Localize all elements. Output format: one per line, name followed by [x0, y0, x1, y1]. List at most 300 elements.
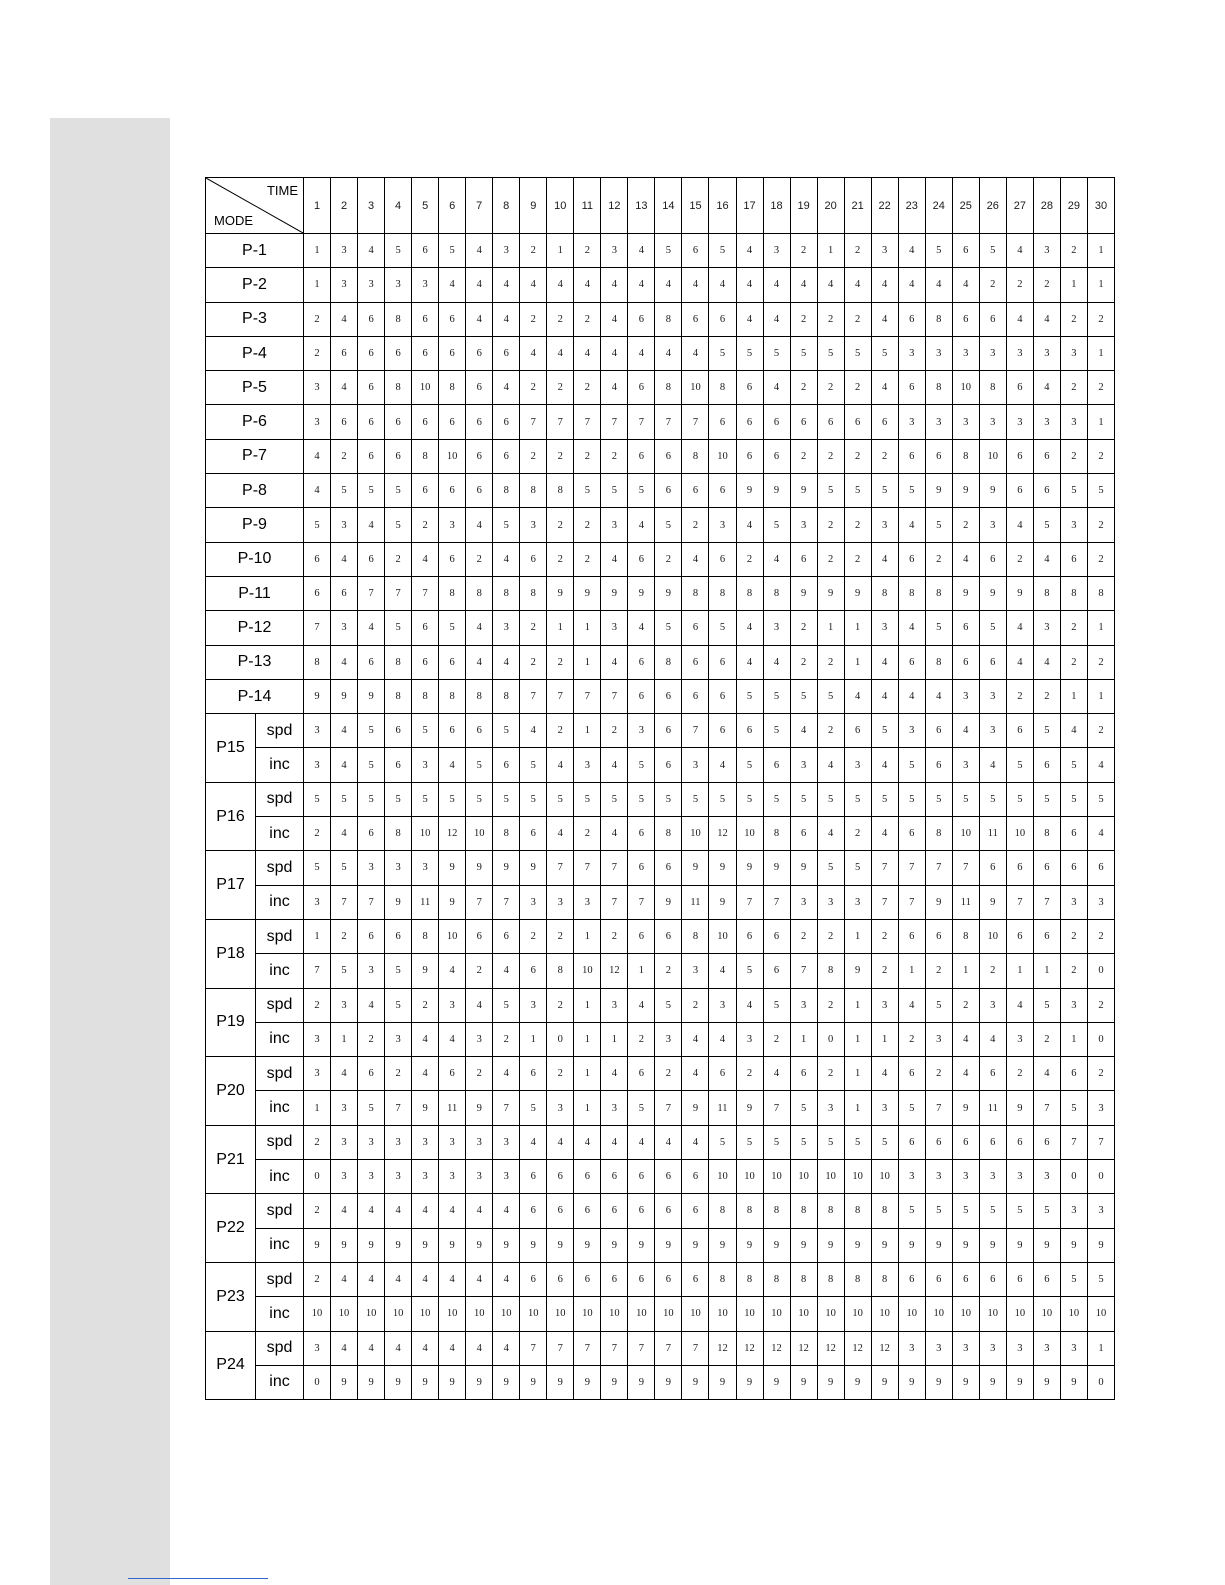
program-value-cell: 7 — [520, 679, 547, 713]
inc-value-cell: 1 — [790, 1022, 817, 1056]
spd-value-cell: 5 — [385, 988, 412, 1022]
spd-value-cell: 4 — [1006, 988, 1033, 1022]
program-value-cell: 4 — [736, 234, 763, 268]
spd-value-cell: 5 — [655, 988, 682, 1022]
spd-value-cell: 6 — [1060, 1057, 1087, 1091]
inc-value-cell: 9 — [790, 1228, 817, 1262]
program-value-cell: 2 — [547, 542, 574, 576]
program-value-cell: 2 — [331, 439, 358, 473]
program-value-cell: 2 — [1060, 302, 1087, 336]
spd-value-cell: 7 — [574, 851, 601, 885]
program-value-cell: 1 — [574, 645, 601, 679]
spd-value-cell: 8 — [844, 1194, 871, 1228]
program-value-cell: 6 — [790, 405, 817, 439]
inc-value-cell: 9 — [979, 1365, 1006, 1399]
inc-value-cell: 2 — [628, 1022, 655, 1056]
spd-value-cell: 6 — [547, 1262, 574, 1296]
spd-value-cell: 5 — [1006, 782, 1033, 816]
program-value-cell: 6 — [358, 542, 385, 576]
program-name: P-2 — [206, 268, 304, 302]
inc-value-cell: 0 — [1087, 1022, 1114, 1056]
spd-value-cell: 6 — [790, 1057, 817, 1091]
program-value-cell: 4 — [304, 474, 331, 508]
spd-value-cell: 6 — [655, 919, 682, 953]
spd-value-cell: 3 — [331, 1125, 358, 1159]
program-value-cell: 3 — [979, 508, 1006, 542]
program-value-cell: 6 — [493, 439, 520, 473]
program-value-cell: 2 — [655, 542, 682, 576]
program-value-cell: 4 — [601, 645, 628, 679]
time-column-header: 19 — [790, 178, 817, 234]
inc-value-cell: 1 — [844, 1022, 871, 1056]
program-value-cell: 9 — [628, 576, 655, 610]
program-value-cell: 5 — [628, 474, 655, 508]
time-column-header: 9 — [520, 178, 547, 234]
program-value-cell: 4 — [790, 268, 817, 302]
program-value-cell: 5 — [763, 508, 790, 542]
spd-value-cell: 5 — [1060, 782, 1087, 816]
program-value-cell: 2 — [817, 302, 844, 336]
inc-label: inc — [256, 1160, 304, 1194]
inc-value-cell: 10 — [817, 1297, 844, 1331]
spd-value-cell: 9 — [763, 851, 790, 885]
program-value-cell: 1 — [1060, 268, 1087, 302]
inc-value-cell: 3 — [304, 1022, 331, 1056]
spd-value-cell: 10 — [979, 919, 1006, 953]
inc-value-cell: 9 — [736, 1228, 763, 1262]
program-value-cell: 8 — [655, 302, 682, 336]
inc-value-cell: 9 — [1033, 1228, 1060, 1262]
spd-value-cell: 2 — [1087, 714, 1114, 748]
spd-value-cell: 4 — [439, 1331, 466, 1365]
spd-value-cell: 5 — [628, 782, 655, 816]
program-value-cell: 4 — [871, 268, 898, 302]
program-value-cell: 6 — [439, 542, 466, 576]
spd-value-cell: 1 — [304, 919, 331, 953]
inc-value-cell: 6 — [493, 748, 520, 782]
spd-value-cell: 10 — [709, 919, 736, 953]
inc-value-cell: 9 — [763, 1365, 790, 1399]
program-value-cell: 2 — [790, 439, 817, 473]
inc-value-cell: 1 — [871, 1022, 898, 1056]
inc-value-cell: 3 — [520, 885, 547, 919]
inc-value-cell: 10 — [520, 1297, 547, 1331]
program-value-cell: 4 — [736, 302, 763, 336]
spd-value-cell: 3 — [1060, 1331, 1087, 1365]
program-value-cell: 3 — [412, 268, 439, 302]
spd-value-cell: 5 — [709, 782, 736, 816]
program-value-cell: 3 — [385, 268, 412, 302]
spd-value-cell: 3 — [925, 1331, 952, 1365]
inc-value-cell: 7 — [1033, 1091, 1060, 1125]
program-value-cell: 8 — [952, 439, 979, 473]
program-value-cell: 5 — [385, 508, 412, 542]
program-value-cell: 5 — [385, 234, 412, 268]
program-value-cell: 5 — [709, 234, 736, 268]
program-value-cell: 4 — [871, 302, 898, 336]
program-value-cell: 3 — [331, 234, 358, 268]
spd-value-cell: 5 — [493, 714, 520, 748]
program-value-cell: 2 — [1060, 234, 1087, 268]
inc-value-cell: 3 — [844, 885, 871, 919]
program-value-cell: 2 — [574, 234, 601, 268]
program-value-cell: 9 — [844, 576, 871, 610]
inc-value-cell: 6 — [1033, 748, 1060, 782]
inc-value-cell: 10 — [574, 1297, 601, 1331]
program-value-cell: 6 — [439, 474, 466, 508]
program-value-cell: 4 — [844, 268, 871, 302]
program-value-cell: 7 — [385, 576, 412, 610]
program-value-cell: 2 — [547, 371, 574, 405]
program-value-cell: 4 — [601, 336, 628, 370]
time-column-header: 27 — [1006, 178, 1033, 234]
spd-value-cell: 6 — [1006, 1262, 1033, 1296]
program-value-cell: 3 — [952, 679, 979, 713]
spd-value-cell: 6 — [358, 1057, 385, 1091]
program-name: P-11 — [206, 576, 304, 610]
program-value-cell: 2 — [736, 542, 763, 576]
spd-value-cell: 6 — [628, 851, 655, 885]
spd-value-cell: 5 — [952, 782, 979, 816]
inc-value-cell: 8 — [547, 954, 574, 988]
program-value-cell: 8 — [1087, 576, 1114, 610]
inc-value-cell: 7 — [871, 885, 898, 919]
inc-value-cell: 3 — [439, 1160, 466, 1194]
inc-value-cell: 3 — [1087, 885, 1114, 919]
spd-value-cell: 7 — [547, 1331, 574, 1365]
program-value-cell: 2 — [304, 302, 331, 336]
spd-value-cell: 7 — [682, 714, 709, 748]
inc-value-cell: 6 — [763, 954, 790, 988]
program-value-cell: 7 — [304, 611, 331, 645]
inc-value-cell: 9 — [628, 1365, 655, 1399]
spd-value-cell: 5 — [358, 714, 385, 748]
spd-value-cell: 4 — [790, 714, 817, 748]
program-value-cell: 6 — [412, 405, 439, 439]
spd-value-cell: 12 — [763, 1331, 790, 1365]
spd-value-cell: 4 — [736, 988, 763, 1022]
program-value-cell: 1 — [844, 645, 871, 679]
spd-value-cell: 5 — [1033, 1194, 1060, 1228]
program-value-cell: 6 — [736, 405, 763, 439]
spd-value-cell: 2 — [304, 1262, 331, 1296]
time-column-header: 29 — [1060, 178, 1087, 234]
program-value-cell: 6 — [925, 439, 952, 473]
spd-value-cell: 2 — [547, 919, 574, 953]
inc-value-cell: 10 — [1033, 1297, 1060, 1331]
spd-value-cell: 3 — [304, 1331, 331, 1365]
program-value-cell: 6 — [736, 439, 763, 473]
program-value-cell: 7 — [358, 576, 385, 610]
inc-value-cell: 9 — [412, 1365, 439, 1399]
spd-value-cell: 6 — [709, 714, 736, 748]
program-value-cell: 3 — [304, 405, 331, 439]
inc-value-cell: 0 — [1087, 1160, 1114, 1194]
spd-value-cell: 2 — [1087, 988, 1114, 1022]
spd-value-cell: 9 — [736, 851, 763, 885]
program-value-cell: 4 — [898, 611, 925, 645]
spd-value-cell: 7 — [898, 851, 925, 885]
program-value-cell: 6 — [871, 405, 898, 439]
program-value-cell: 8 — [871, 576, 898, 610]
program-name: P-9 — [206, 508, 304, 542]
program-row — [206, 611, 1115, 645]
program-value-cell: 4 — [763, 371, 790, 405]
spd-value-cell: 4 — [574, 1125, 601, 1159]
program-value-cell: 6 — [439, 645, 466, 679]
program-value-cell: 3 — [952, 336, 979, 370]
program-inc-row — [206, 954, 1115, 988]
program-value-cell: 4 — [493, 302, 520, 336]
spd-value-cell: 4 — [628, 1125, 655, 1159]
spd-value-cell: 1 — [1087, 1331, 1114, 1365]
inc-value-cell: 9 — [412, 1091, 439, 1125]
program-value-cell: 4 — [574, 268, 601, 302]
program-inc-row — [206, 817, 1115, 851]
program-value-cell: 2 — [817, 645, 844, 679]
inc-value-cell: 7 — [601, 885, 628, 919]
spd-value-cell: 3 — [979, 988, 1006, 1022]
inc-value-cell: 9 — [844, 954, 871, 988]
inc-value-cell: 3 — [1060, 885, 1087, 919]
spd-value-cell: 5 — [331, 782, 358, 816]
inc-value-cell: 9 — [1087, 1228, 1114, 1262]
inc-value-cell: 11 — [952, 885, 979, 919]
program-name: P23 — [206, 1262, 256, 1331]
program-value-cell: 6 — [628, 439, 655, 473]
program-table — [205, 177, 1115, 1400]
program-value-cell: 4 — [1006, 508, 1033, 542]
time-column-header: 17 — [736, 178, 763, 234]
inc-value-cell: 3 — [736, 1022, 763, 1056]
inc-value-cell: 7 — [655, 1091, 682, 1125]
inc-value-cell: 11 — [439, 1091, 466, 1125]
program-value-cell: 4 — [925, 268, 952, 302]
inc-value-cell: 10 — [439, 1297, 466, 1331]
program-value-cell: 4 — [1006, 645, 1033, 679]
program-value-cell: 4 — [1006, 611, 1033, 645]
spd-value-cell: 5 — [1006, 1194, 1033, 1228]
program-value-cell: 4 — [655, 336, 682, 370]
inc-value-cell: 8 — [385, 817, 412, 851]
program-value-cell: 4 — [736, 268, 763, 302]
spd-value-cell: 3 — [601, 988, 628, 1022]
inc-value-cell: 9 — [871, 1365, 898, 1399]
program-value-cell: 9 — [547, 576, 574, 610]
spd-value-cell: 4 — [898, 988, 925, 1022]
program-value-cell: 2 — [1087, 508, 1114, 542]
spd-value-cell: 6 — [682, 1194, 709, 1228]
program-value-cell: 2 — [574, 371, 601, 405]
inc-value-cell: 6 — [655, 748, 682, 782]
program-value-cell: 2 — [304, 336, 331, 370]
program-name: P15 — [206, 714, 256, 783]
inc-value-cell: 10 — [763, 1160, 790, 1194]
inc-value-cell: 3 — [466, 1022, 493, 1056]
spd-value-cell: 4 — [385, 1331, 412, 1365]
inc-value-cell: 6 — [547, 1160, 574, 1194]
program-value-cell: 2 — [574, 508, 601, 542]
spd-value-cell: 7 — [655, 1331, 682, 1365]
program-value-cell: 1 — [304, 234, 331, 268]
program-value-cell: 7 — [547, 405, 574, 439]
program-value-cell: 4 — [601, 371, 628, 405]
program-value-cell: 4 — [736, 611, 763, 645]
program-value-cell: 3 — [952, 405, 979, 439]
inc-value-cell: 9 — [925, 885, 952, 919]
program-value-cell: 6 — [358, 405, 385, 439]
inc-value-cell: 4 — [439, 954, 466, 988]
inc-value-cell: 11 — [709, 1091, 736, 1125]
inc-value-cell: 5 — [736, 954, 763, 988]
inc-value-cell: 9 — [1033, 1365, 1060, 1399]
time-column-header: 16 — [709, 178, 736, 234]
inc-label: inc — [256, 817, 304, 851]
program-spd-row — [206, 1057, 1115, 1091]
spd-value-cell: 4 — [493, 1331, 520, 1365]
inc-value-cell: 9 — [952, 1091, 979, 1125]
spd-value-cell: 6 — [520, 1057, 547, 1091]
inc-value-cell: 5 — [1006, 748, 1033, 782]
program-value-cell: 9 — [790, 474, 817, 508]
spd-value-cell: 8 — [844, 1262, 871, 1296]
program-value-cell: 6 — [520, 542, 547, 576]
program-value-cell: 8 — [547, 474, 574, 508]
spd-value-cell: 4 — [493, 1194, 520, 1228]
spd-value-cell: 5 — [1033, 714, 1060, 748]
spd-value-cell: 2 — [547, 1057, 574, 1091]
inc-value-cell: 3 — [790, 885, 817, 919]
spd-value-cell: 5 — [1033, 782, 1060, 816]
inc-value-cell: 9 — [601, 1365, 628, 1399]
inc-value-cell: 9 — [655, 885, 682, 919]
program-value-cell: 4 — [466, 645, 493, 679]
spd-value-cell: 8 — [709, 1262, 736, 1296]
spd-value-cell: 4 — [331, 1262, 358, 1296]
inc-value-cell: 6 — [655, 1160, 682, 1194]
inc-value-cell: 9 — [466, 1365, 493, 1399]
inc-value-cell: 0 — [1087, 954, 1114, 988]
time-column-header: 20 — [817, 178, 844, 234]
program-value-cell: 6 — [736, 371, 763, 405]
program-name: P-1 — [206, 234, 304, 268]
program-value-cell: 2 — [520, 645, 547, 679]
program-value-cell: 2 — [547, 439, 574, 473]
program-value-cell: 6 — [1033, 439, 1060, 473]
inc-value-cell: 3 — [601, 1091, 628, 1125]
inc-value-cell: 9 — [1006, 1228, 1033, 1262]
program-value-cell: 9 — [655, 576, 682, 610]
spd-value-cell: 8 — [763, 1262, 790, 1296]
time-column-header: 11 — [574, 178, 601, 234]
program-value-cell: 5 — [709, 336, 736, 370]
spd-value-cell: 4 — [682, 1125, 709, 1159]
spd-value-cell: 3 — [1060, 1194, 1087, 1228]
inc-value-cell: 12 — [709, 817, 736, 851]
inc-value-cell: 9 — [682, 1365, 709, 1399]
program-value-cell: 5 — [736, 679, 763, 713]
spd-value-cell: 4 — [412, 1194, 439, 1228]
spd-value-cell: 4 — [331, 714, 358, 748]
program-value-cell: 2 — [817, 439, 844, 473]
header-row — [206, 178, 1115, 234]
inc-value-cell: 8 — [655, 817, 682, 851]
spd-value-cell: 8 — [952, 919, 979, 953]
program-value-cell: 5 — [844, 474, 871, 508]
program-name: P-3 — [206, 302, 304, 336]
program-value-cell: 6 — [628, 371, 655, 405]
spd-value-cell: 6 — [898, 919, 925, 953]
spd-value-cell: 8 — [412, 919, 439, 953]
spd-value-cell: 6 — [925, 1125, 952, 1159]
program-value-cell: 5 — [655, 508, 682, 542]
spd-value-cell: 5 — [790, 1125, 817, 1159]
spd-value-cell: 5 — [979, 782, 1006, 816]
inc-value-cell: 1 — [574, 1091, 601, 1125]
inc-value-cell: 10 — [682, 1297, 709, 1331]
spd-value-cell: 4 — [601, 1125, 628, 1159]
spd-value-cell: 4 — [385, 1194, 412, 1228]
program-value-cell: 1 — [304, 268, 331, 302]
spd-value-cell: 5 — [871, 782, 898, 816]
spd-value-cell: 6 — [601, 1194, 628, 1228]
inc-value-cell: 4 — [331, 748, 358, 782]
program-value-cell: 8 — [1060, 576, 1087, 610]
program-name: P-5 — [206, 371, 304, 405]
program-value-cell: 5 — [1033, 508, 1060, 542]
inc-value-cell: 10 — [871, 1160, 898, 1194]
program-value-cell: 8 — [385, 679, 412, 713]
inc-value-cell: 2 — [493, 1022, 520, 1056]
program-value-cell: 3 — [493, 234, 520, 268]
spd-value-cell: 5 — [520, 782, 547, 816]
spd-value-cell: 8 — [871, 1262, 898, 1296]
spd-value-cell: 5 — [979, 1194, 1006, 1228]
spd-value-cell: 1 — [574, 919, 601, 953]
spd-value-cell: 6 — [1033, 851, 1060, 885]
program-value-cell: 8 — [412, 679, 439, 713]
program-value-cell: 8 — [466, 576, 493, 610]
inc-value-cell: 9 — [331, 1228, 358, 1262]
time-column-header: 13 — [628, 178, 655, 234]
program-value-cell: 4 — [358, 508, 385, 542]
time-column-header: 12 — [601, 178, 628, 234]
program-value-cell: 2 — [1060, 439, 1087, 473]
inc-value-cell: 9 — [1006, 1365, 1033, 1399]
program-value-cell: 4 — [682, 336, 709, 370]
spd-value-cell: 6 — [736, 919, 763, 953]
inc-value-cell: 9 — [385, 1228, 412, 1262]
spd-value-cell: 5 — [790, 782, 817, 816]
program-spd-row — [206, 782, 1115, 816]
inc-value-cell: 7 — [898, 885, 925, 919]
spd-value-cell: 6 — [439, 1057, 466, 1091]
inc-value-cell: 10 — [871, 1297, 898, 1331]
program-value-cell: 8 — [520, 576, 547, 610]
program-value-cell: 6 — [844, 405, 871, 439]
spd-value-cell: 5 — [1033, 988, 1060, 1022]
inc-value-cell: 7 — [358, 885, 385, 919]
spd-value-cell: 3 — [304, 1057, 331, 1091]
inc-value-cell: 3 — [412, 1160, 439, 1194]
program-value-cell: 3 — [790, 508, 817, 542]
spd-value-cell: 6 — [655, 714, 682, 748]
time-label: TIME — [266, 183, 298, 198]
spd-value-cell: 2 — [871, 919, 898, 953]
spd-value-cell: 2 — [817, 714, 844, 748]
program-name: P22 — [206, 1194, 256, 1263]
spd-value-cell: 8 — [817, 1194, 844, 1228]
